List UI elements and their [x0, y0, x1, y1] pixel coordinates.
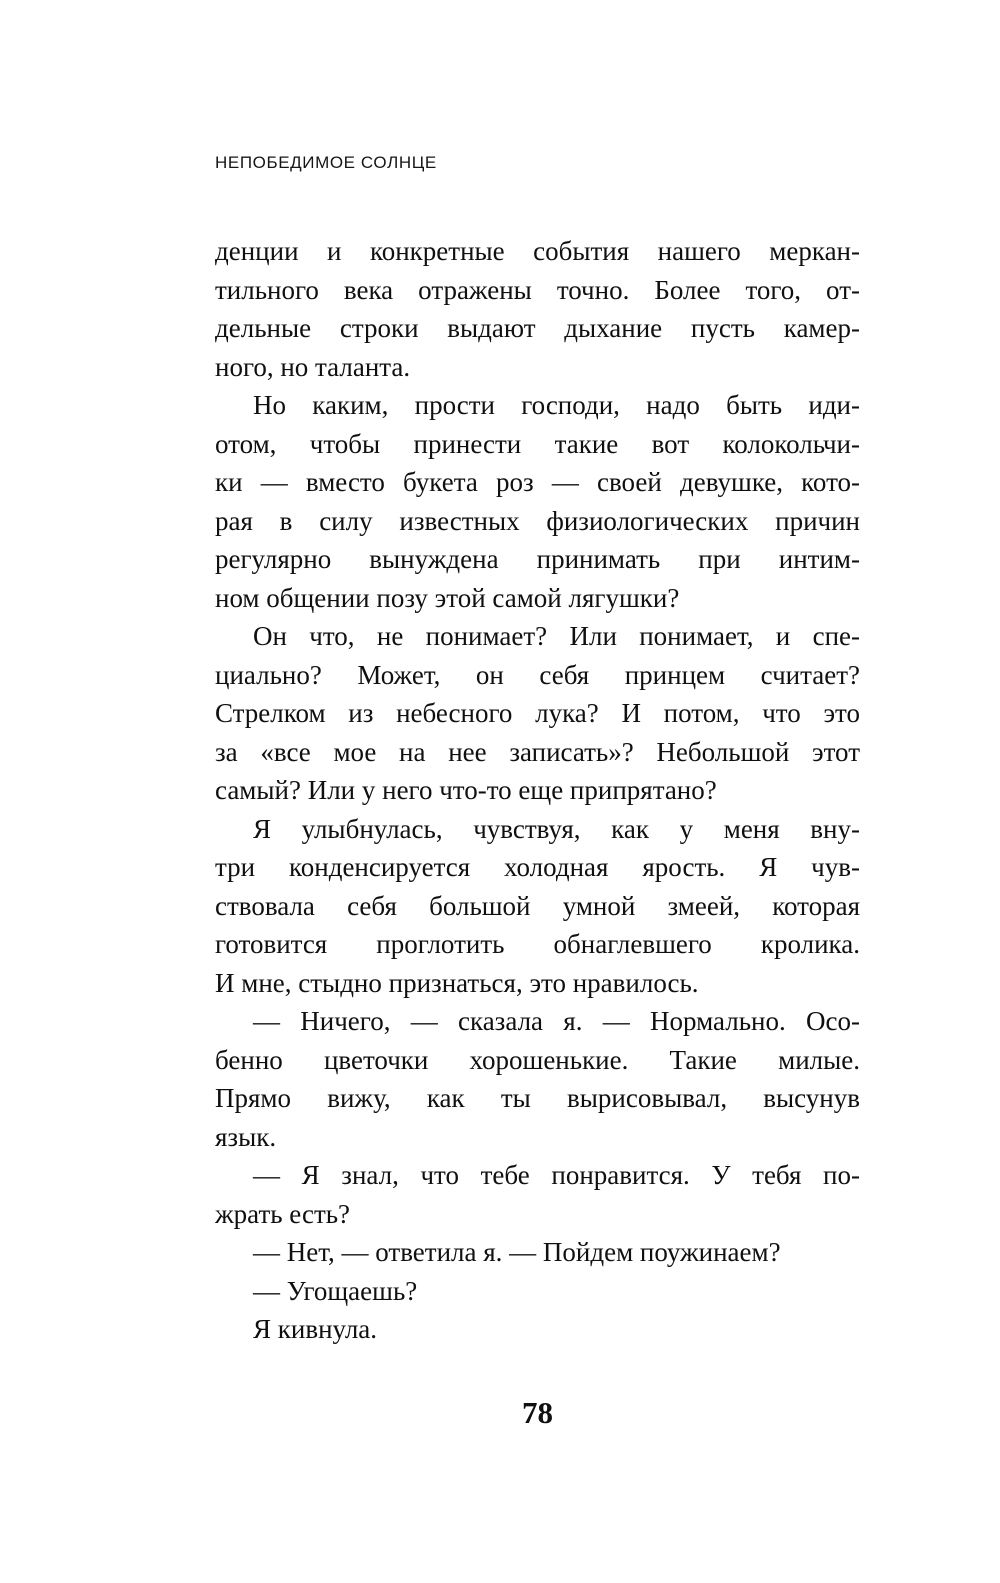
- paragraph: [215, 1156, 860, 1233]
- text-line: тильного века отражены точно. Более того, от-: [215, 274, 860, 305]
- text-line: Но каким, прости господи, надо быть иди-: [253, 390, 860, 420]
- text-line: И мне, стыдно признаться, это нравилось.: [215, 967, 699, 998]
- paragraph: [215, 1233, 860, 1272]
- text-line: регулярно вынуждена принимать при интим-: [215, 544, 860, 574]
- paragraph: [215, 386, 860, 617]
- text-line: за «все мое на нее записать»? Небольшой этот: [215, 736, 860, 767]
- paragraph: [215, 810, 860, 1003]
- paragraph: [215, 1310, 860, 1349]
- text-line: — Я знал, что тебе понравится. У тебя по-: [253, 1160, 860, 1190]
- text-line: язык.: [215, 1121, 277, 1152]
- text-line: рая в силу известных физиологических причин: [215, 505, 860, 536]
- text-line: ки — вместо букета роз — своей девушке, кото-: [215, 467, 860, 497]
- text-line: ного, но таланта.: [215, 351, 411, 382]
- text-line: жрать есть?: [215, 1198, 351, 1229]
- text-line: три конденсируется холодная ярость. Я чув-: [215, 852, 860, 882]
- text-line: Я кивнула.: [253, 1314, 378, 1344]
- paragraph: [215, 617, 860, 810]
- text-line: дельные строки выдают дыхание пусть камер-: [215, 313, 860, 343]
- text-line: готовится проглотить обнаглевшего кролика.: [215, 929, 860, 959]
- text-line: ствовала себя большой умной змеей, которая: [215, 890, 860, 921]
- text-line: — Угощаешь?: [253, 1275, 418, 1306]
- paragraph: [215, 1272, 860, 1311]
- text-line: — Ничего, — сказала я. — Нормально. Осо-: [253, 1006, 860, 1036]
- page-number: 78: [522, 1395, 553, 1430]
- text-line: Я улыбнулась, чувствуя, как у меня вну-: [253, 813, 860, 844]
- text-line: Стрелком из небесного лука? И потом, что это: [215, 698, 860, 728]
- text-line: самый? Или у него что-то еще припрятано?: [215, 775, 717, 805]
- text-line: Прямо вижу, как ты вырисовывал, высунув: [215, 1083, 860, 1113]
- text-line: отом, чтобы принести такие вот колокольчи-: [215, 428, 860, 459]
- text-line: циально? Может, он себя принцем считает?: [215, 659, 860, 690]
- text-line: бенно цветочки хорошенькие. Такие милые.: [215, 1044, 860, 1075]
- text-line: — Нет, — ответила я. — Пойдем поужинаем?: [253, 1237, 781, 1267]
- text-line: Он что, не понимает? Или понимает, и спе-: [253, 621, 860, 651]
- paragraph: [215, 1002, 860, 1156]
- running-title: НЕПОБЕДИМОЕ СОЛНЦЕ: [215, 153, 437, 172]
- paragraph: [215, 232, 860, 386]
- text-line: денции и конкретные события нашего меркан-: [215, 236, 860, 266]
- text-line: ном общении позу этой самой лягушки?: [215, 582, 680, 613]
- body-text: [215, 232, 860, 1349]
